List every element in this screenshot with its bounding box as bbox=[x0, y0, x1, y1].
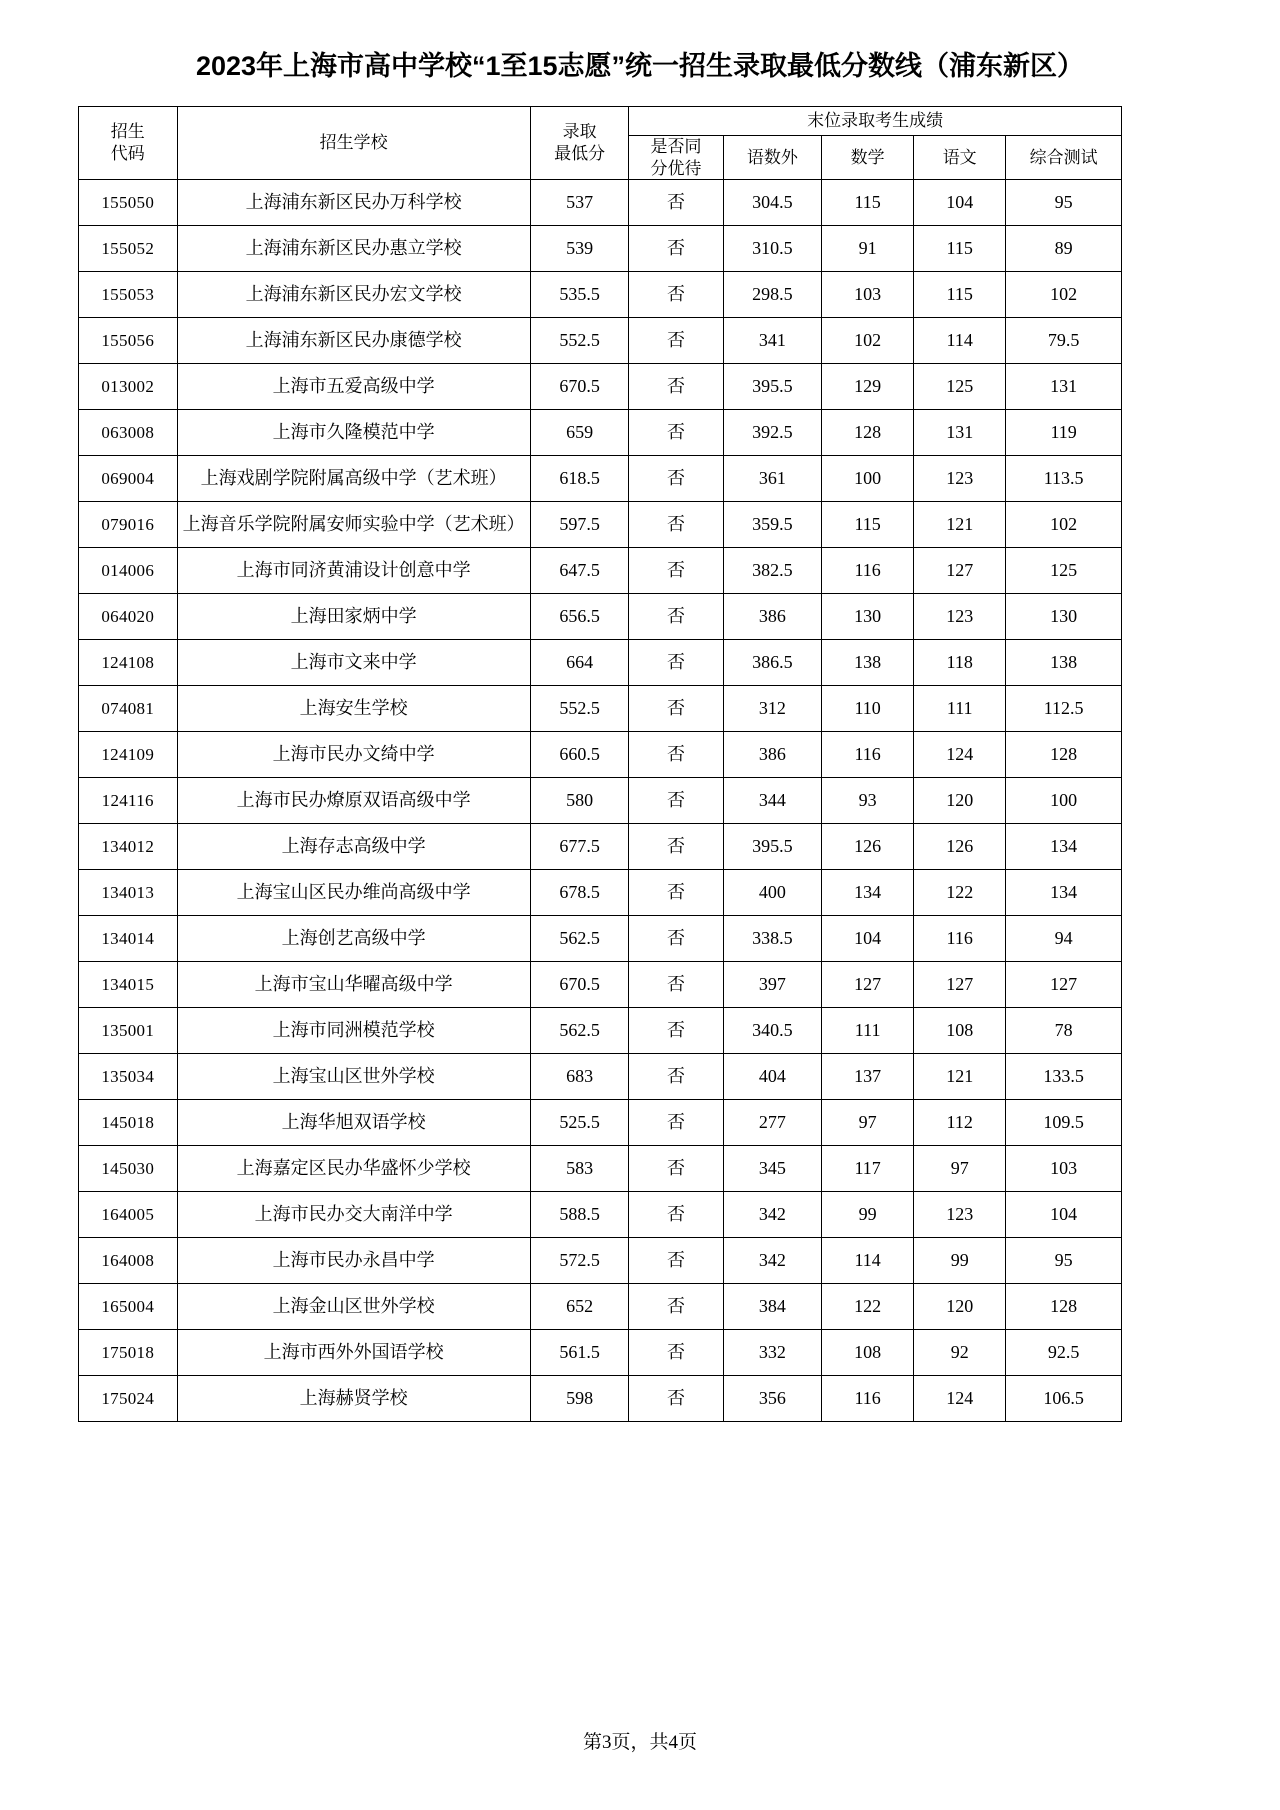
cell-tie-preference: 否 bbox=[629, 548, 723, 594]
table-row bbox=[79, 410, 1122, 456]
cell-ysw-score: 395.5 bbox=[723, 824, 822, 870]
cell-admission-code: 145030 bbox=[79, 1146, 178, 1192]
cell-ysw-score: 340.5 bbox=[723, 1008, 822, 1054]
cell-comprehensive-score: 94 bbox=[1006, 916, 1122, 962]
cell-chinese-score: 123 bbox=[914, 1192, 1006, 1238]
cell-math-score: 128 bbox=[822, 410, 914, 456]
cell-school-name: 上海浦东新区民办惠立学校 bbox=[177, 226, 530, 272]
cell-tie-preference: 否 bbox=[629, 824, 723, 870]
cell-min-score: 677.5 bbox=[530, 824, 629, 870]
cell-school-name: 上海市五爱高级中学 bbox=[177, 364, 530, 410]
cell-comprehensive-score: 131 bbox=[1006, 364, 1122, 410]
header-row-top bbox=[79, 106, 1122, 135]
cell-school-name: 上海宝山区世外学校 bbox=[177, 1054, 530, 1100]
cell-min-score: 618.5 bbox=[530, 456, 629, 502]
cell-comprehensive-score: 127 bbox=[1006, 962, 1122, 1008]
cell-min-score: 659 bbox=[530, 410, 629, 456]
cell-admission-code: 175018 bbox=[79, 1330, 178, 1376]
cell-ysw-score: 304.5 bbox=[723, 180, 822, 226]
cell-ysw-score: 342 bbox=[723, 1192, 822, 1238]
header-tie-line2: 分优待 bbox=[650, 158, 702, 178]
cell-min-score: 561.5 bbox=[530, 1330, 629, 1376]
table-row bbox=[79, 318, 1122, 364]
cell-comprehensive-score: 106.5 bbox=[1006, 1376, 1122, 1422]
cell-ysw-score: 298.5 bbox=[723, 272, 822, 318]
cell-comprehensive-score: 79.5 bbox=[1006, 318, 1122, 364]
cell-tie-preference: 否 bbox=[629, 1008, 723, 1054]
cell-comprehensive-score: 100 bbox=[1006, 778, 1122, 824]
cell-ysw-score: 312 bbox=[723, 686, 822, 732]
table-row bbox=[79, 1376, 1122, 1422]
table-row bbox=[79, 180, 1122, 226]
table-row bbox=[79, 226, 1122, 272]
cell-math-score: 138 bbox=[822, 640, 914, 686]
table-row bbox=[79, 1238, 1122, 1284]
cell-min-score: 583 bbox=[530, 1146, 629, 1192]
table-row bbox=[79, 594, 1122, 640]
cell-school-name: 上海市文来中学 bbox=[177, 640, 530, 686]
cell-comprehensive-score: 112.5 bbox=[1006, 686, 1122, 732]
cell-min-score: 647.5 bbox=[530, 548, 629, 594]
cell-admission-code: 155052 bbox=[79, 226, 178, 272]
cell-school-name: 上海市久隆模范中学 bbox=[177, 410, 530, 456]
admission-score-table bbox=[78, 106, 1122, 1423]
cell-math-score: 104 bbox=[822, 916, 914, 962]
cell-min-score: 598 bbox=[530, 1376, 629, 1422]
cell-tie-preference: 否 bbox=[629, 1238, 723, 1284]
cell-tie-preference: 否 bbox=[629, 1192, 723, 1238]
cell-tie-preference: 否 bbox=[629, 916, 723, 962]
cell-comprehensive-score: 103 bbox=[1006, 1146, 1122, 1192]
cell-min-score: 539 bbox=[530, 226, 629, 272]
cell-admission-code: 165004 bbox=[79, 1284, 178, 1330]
cell-math-score: 122 bbox=[822, 1284, 914, 1330]
cell-school-name: 上海浦东新区民办宏文学校 bbox=[177, 272, 530, 318]
cell-tie-preference: 否 bbox=[629, 1284, 723, 1330]
header-code-line1: 招生 bbox=[110, 122, 145, 142]
cell-school-name: 上海宝山区民办维尚高级中学 bbox=[177, 870, 530, 916]
cell-comprehensive-score: 128 bbox=[1006, 732, 1122, 778]
cell-admission-code: 064020 bbox=[79, 594, 178, 640]
cell-school-name: 上海安生学校 bbox=[177, 686, 530, 732]
cell-min-score: 670.5 bbox=[530, 962, 629, 1008]
cell-comprehensive-score: 92.5 bbox=[1006, 1330, 1122, 1376]
cell-math-score: 114 bbox=[822, 1238, 914, 1284]
cell-min-score: 664 bbox=[530, 640, 629, 686]
cell-math-score: 127 bbox=[822, 962, 914, 1008]
cell-comprehensive-score: 78 bbox=[1006, 1008, 1122, 1054]
cell-admission-code: 124109 bbox=[79, 732, 178, 778]
table-row bbox=[79, 502, 1122, 548]
cell-school-name: 上海市民办永昌中学 bbox=[177, 1238, 530, 1284]
table-row bbox=[79, 916, 1122, 962]
header-minscore-line1: 录取 bbox=[562, 122, 597, 142]
cell-math-score: 116 bbox=[822, 732, 914, 778]
cell-ysw-score: 392.5 bbox=[723, 410, 822, 456]
cell-math-score: 99 bbox=[822, 1192, 914, 1238]
table-row bbox=[79, 1330, 1122, 1376]
cell-min-score: 670.5 bbox=[530, 364, 629, 410]
cell-comprehensive-score: 102 bbox=[1006, 272, 1122, 318]
cell-min-score: 660.5 bbox=[530, 732, 629, 778]
header-tie-line1: 是否同 bbox=[650, 136, 702, 156]
header-code-line2: 代码 bbox=[110, 144, 145, 163]
cell-ysw-score: 400 bbox=[723, 870, 822, 916]
column-header-math: 数学 bbox=[822, 135, 914, 180]
cell-math-score: 93 bbox=[822, 778, 914, 824]
cell-chinese-score: 121 bbox=[914, 1054, 1006, 1100]
cell-math-score: 130 bbox=[822, 594, 914, 640]
cell-chinese-score: 120 bbox=[914, 1284, 1006, 1330]
cell-admission-code: 079016 bbox=[79, 502, 178, 548]
cell-math-score: 116 bbox=[822, 1376, 914, 1422]
cell-admission-code: 063008 bbox=[79, 410, 178, 456]
cell-min-score: 683 bbox=[530, 1054, 629, 1100]
cell-tie-preference: 否 bbox=[629, 272, 723, 318]
cell-tie-preference: 否 bbox=[629, 870, 723, 916]
cell-school-name: 上海市同洲模范学校 bbox=[177, 1008, 530, 1054]
cell-tie-preference: 否 bbox=[629, 732, 723, 778]
table-row bbox=[79, 456, 1122, 502]
cell-comprehensive-score: 119 bbox=[1006, 410, 1122, 456]
cell-tie-preference: 否 bbox=[629, 502, 723, 548]
cell-ysw-score: 342 bbox=[723, 1238, 822, 1284]
cell-math-score: 126 bbox=[822, 824, 914, 870]
cell-school-name: 上海市宝山华曜高级中学 bbox=[177, 962, 530, 1008]
table-body bbox=[79, 180, 1122, 1422]
cell-math-score: 115 bbox=[822, 502, 914, 548]
cell-chinese-score: 115 bbox=[914, 226, 1006, 272]
cell-tie-preference: 否 bbox=[629, 1146, 723, 1192]
cell-comprehensive-score: 89 bbox=[1006, 226, 1122, 272]
table-row bbox=[79, 1054, 1122, 1100]
cell-ysw-score: 341 bbox=[723, 318, 822, 364]
cell-ysw-score: 386 bbox=[723, 594, 822, 640]
cell-school-name: 上海市民办交大南洋中学 bbox=[177, 1192, 530, 1238]
cell-chinese-score: 99 bbox=[914, 1238, 1006, 1284]
cell-min-score: 562.5 bbox=[530, 1008, 629, 1054]
cell-school-name: 上海浦东新区民办康德学校 bbox=[177, 318, 530, 364]
cell-min-score: 652 bbox=[530, 1284, 629, 1330]
cell-ysw-score: 384 bbox=[723, 1284, 822, 1330]
cell-admission-code: 155053 bbox=[79, 272, 178, 318]
cell-admission-code: 134013 bbox=[79, 870, 178, 916]
cell-min-score: 525.5 bbox=[530, 1100, 629, 1146]
column-header-school: 招生学校 bbox=[177, 106, 530, 180]
cell-school-name: 上海创艺高级中学 bbox=[177, 916, 530, 962]
table-row bbox=[79, 1284, 1122, 1330]
table-head bbox=[79, 106, 1122, 180]
table-row bbox=[79, 1100, 1122, 1146]
cell-chinese-score: 92 bbox=[914, 1330, 1006, 1376]
cell-chinese-score: 115 bbox=[914, 272, 1006, 318]
cell-math-score: 134 bbox=[822, 870, 914, 916]
table-row bbox=[79, 640, 1122, 686]
cell-tie-preference: 否 bbox=[629, 410, 723, 456]
cell-school-name: 上海戏剧学院附属高级中学（艺术班） bbox=[177, 456, 530, 502]
cell-tie-preference: 否 bbox=[629, 318, 723, 364]
cell-min-score: 597.5 bbox=[530, 502, 629, 548]
cell-comprehensive-score: 133.5 bbox=[1006, 1054, 1122, 1100]
cell-tie-preference: 否 bbox=[629, 686, 723, 732]
cell-min-score: 572.5 bbox=[530, 1238, 629, 1284]
cell-chinese-score: 104 bbox=[914, 180, 1006, 226]
table-row bbox=[79, 364, 1122, 410]
table-row bbox=[79, 272, 1122, 318]
cell-ysw-score: 395.5 bbox=[723, 364, 822, 410]
cell-tie-preference: 否 bbox=[629, 594, 723, 640]
cell-school-name: 上海市民办燎原双语高级中学 bbox=[177, 778, 530, 824]
cell-chinese-score: 97 bbox=[914, 1146, 1006, 1192]
cell-school-name: 上海存志高级中学 bbox=[177, 824, 530, 870]
cell-ysw-score: 344 bbox=[723, 778, 822, 824]
cell-math-score: 110 bbox=[822, 686, 914, 732]
cell-admission-code: 013002 bbox=[79, 364, 178, 410]
table-row bbox=[79, 732, 1122, 778]
cell-ysw-score: 356 bbox=[723, 1376, 822, 1422]
cell-chinese-score: 111 bbox=[914, 686, 1006, 732]
cell-admission-code: 014006 bbox=[79, 548, 178, 594]
cell-tie-preference: 否 bbox=[629, 1100, 723, 1146]
cell-chinese-score: 126 bbox=[914, 824, 1006, 870]
cell-admission-code: 134012 bbox=[79, 824, 178, 870]
cell-admission-code: 124116 bbox=[79, 778, 178, 824]
cell-tie-preference: 否 bbox=[629, 364, 723, 410]
column-header-chinese: 语文 bbox=[914, 135, 1006, 180]
cell-school-name: 上海华旭双语学校 bbox=[177, 1100, 530, 1146]
cell-admission-code: 155050 bbox=[79, 180, 178, 226]
cell-min-score: 552.5 bbox=[530, 686, 629, 732]
cell-ysw-score: 404 bbox=[723, 1054, 822, 1100]
cell-comprehensive-score: 104 bbox=[1006, 1192, 1122, 1238]
cell-admission-code: 145018 bbox=[79, 1100, 178, 1146]
cell-chinese-score: 114 bbox=[914, 318, 1006, 364]
table-row bbox=[79, 548, 1122, 594]
cell-chinese-score: 116 bbox=[914, 916, 1006, 962]
cell-tie-preference: 否 bbox=[629, 456, 723, 502]
cell-comprehensive-score: 95 bbox=[1006, 1238, 1122, 1284]
cell-admission-code: 155056 bbox=[79, 318, 178, 364]
cell-tie-preference: 否 bbox=[629, 962, 723, 1008]
cell-chinese-score: 122 bbox=[914, 870, 1006, 916]
cell-math-score: 100 bbox=[822, 456, 914, 502]
cell-comprehensive-score: 134 bbox=[1006, 824, 1122, 870]
cell-chinese-score: 121 bbox=[914, 502, 1006, 548]
cell-math-score: 115 bbox=[822, 180, 914, 226]
cell-min-score: 535.5 bbox=[530, 272, 629, 318]
column-header-tie-preference bbox=[629, 135, 723, 180]
cell-chinese-score: 123 bbox=[914, 456, 1006, 502]
table-container bbox=[0, 106, 1280, 1423]
table-row bbox=[79, 824, 1122, 870]
table-row bbox=[79, 1192, 1122, 1238]
cell-school-name: 上海赫贤学校 bbox=[177, 1376, 530, 1422]
cell-math-score: 97 bbox=[822, 1100, 914, 1146]
column-header-group-last-admitted: 末位录取考生成绩 bbox=[629, 106, 1122, 135]
column-header-min-score bbox=[530, 106, 629, 180]
cell-math-score: 137 bbox=[822, 1054, 914, 1100]
table-row bbox=[79, 870, 1122, 916]
cell-math-score: 129 bbox=[822, 364, 914, 410]
table-row bbox=[79, 686, 1122, 732]
cell-admission-code: 135001 bbox=[79, 1008, 178, 1054]
cell-ysw-score: 359.5 bbox=[723, 502, 822, 548]
cell-admission-code: 124108 bbox=[79, 640, 178, 686]
cell-ysw-score: 332 bbox=[723, 1330, 822, 1376]
cell-comprehensive-score: 128 bbox=[1006, 1284, 1122, 1330]
cell-school-name: 上海音乐学院附属安师实验中学（艺术班） bbox=[177, 502, 530, 548]
column-header-admission-code bbox=[79, 106, 178, 180]
cell-comprehensive-score: 102 bbox=[1006, 502, 1122, 548]
cell-school-name: 上海市西外外国语学校 bbox=[177, 1330, 530, 1376]
cell-school-name: 上海嘉定区民办华盛怀少学校 bbox=[177, 1146, 530, 1192]
cell-math-score: 102 bbox=[822, 318, 914, 364]
cell-tie-preference: 否 bbox=[629, 778, 723, 824]
cell-math-score: 91 bbox=[822, 226, 914, 272]
cell-admission-code: 134015 bbox=[79, 962, 178, 1008]
cell-ysw-score: 386 bbox=[723, 732, 822, 778]
cell-min-score: 537 bbox=[530, 180, 629, 226]
cell-comprehensive-score: 113.5 bbox=[1006, 456, 1122, 502]
cell-ysw-score: 386.5 bbox=[723, 640, 822, 686]
cell-ysw-score: 345 bbox=[723, 1146, 822, 1192]
cell-min-score: 580 bbox=[530, 778, 629, 824]
cell-ysw-score: 397 bbox=[723, 962, 822, 1008]
cell-math-score: 117 bbox=[822, 1146, 914, 1192]
cell-math-score: 116 bbox=[822, 548, 914, 594]
cell-comprehensive-score: 125 bbox=[1006, 548, 1122, 594]
cell-math-score: 108 bbox=[822, 1330, 914, 1376]
cell-tie-preference: 否 bbox=[629, 180, 723, 226]
page-footer: 第3页，共4页 bbox=[582, 1732, 697, 1753]
cell-min-score: 562.5 bbox=[530, 916, 629, 962]
cell-chinese-score: 123 bbox=[914, 594, 1006, 640]
cell-comprehensive-score: 138 bbox=[1006, 640, 1122, 686]
cell-admission-code: 164008 bbox=[79, 1238, 178, 1284]
cell-comprehensive-score: 134 bbox=[1006, 870, 1122, 916]
cell-ysw-score: 310.5 bbox=[723, 226, 822, 272]
cell-chinese-score: 131 bbox=[914, 410, 1006, 456]
cell-chinese-score: 124 bbox=[914, 732, 1006, 778]
cell-min-score: 656.5 bbox=[530, 594, 629, 640]
cell-chinese-score: 125 bbox=[914, 364, 1006, 410]
cell-ysw-score: 382.5 bbox=[723, 548, 822, 594]
cell-admission-code: 134014 bbox=[79, 916, 178, 962]
cell-chinese-score: 118 bbox=[914, 640, 1006, 686]
cell-tie-preference: 否 bbox=[629, 640, 723, 686]
cell-math-score: 111 bbox=[822, 1008, 914, 1054]
cell-admission-code: 175024 bbox=[79, 1376, 178, 1422]
cell-admission-code: 164005 bbox=[79, 1192, 178, 1238]
column-header-ysw: 语数外 bbox=[723, 135, 822, 180]
cell-admission-code: 074081 bbox=[79, 686, 178, 732]
header-minscore-line2: 最低分 bbox=[554, 144, 606, 163]
cell-ysw-score: 277 bbox=[723, 1100, 822, 1146]
cell-admission-code: 135034 bbox=[79, 1054, 178, 1100]
cell-comprehensive-score: 130 bbox=[1006, 594, 1122, 640]
cell-min-score: 588.5 bbox=[530, 1192, 629, 1238]
cell-chinese-score: 124 bbox=[914, 1376, 1006, 1422]
cell-school-name: 上海田家炳中学 bbox=[177, 594, 530, 640]
cell-comprehensive-score: 95 bbox=[1006, 180, 1122, 226]
cell-tie-preference: 否 bbox=[629, 1054, 723, 1100]
table-row bbox=[79, 1008, 1122, 1054]
cell-min-score: 552.5 bbox=[530, 318, 629, 364]
cell-comprehensive-score: 109.5 bbox=[1006, 1100, 1122, 1146]
cell-school-name: 上海浦东新区民办万科学校 bbox=[177, 180, 530, 226]
cell-chinese-score: 108 bbox=[914, 1008, 1006, 1054]
cell-chinese-score: 112 bbox=[914, 1100, 1006, 1146]
table-row bbox=[79, 962, 1122, 1008]
column-header-comprehensive: 综合测试 bbox=[1006, 135, 1122, 180]
cell-chinese-score: 120 bbox=[914, 778, 1006, 824]
cell-admission-code: 069004 bbox=[79, 456, 178, 502]
table-row bbox=[79, 1146, 1122, 1192]
cell-tie-preference: 否 bbox=[629, 226, 723, 272]
table-row bbox=[79, 778, 1122, 824]
cell-tie-preference: 否 bbox=[629, 1376, 723, 1422]
cell-chinese-score: 127 bbox=[914, 962, 1006, 1008]
cell-ysw-score: 361 bbox=[723, 456, 822, 502]
cell-school-name: 上海金山区世外学校 bbox=[177, 1284, 530, 1330]
cell-school-name: 上海市民办文绮中学 bbox=[177, 732, 530, 778]
cell-min-score: 678.5 bbox=[530, 870, 629, 916]
cell-chinese-score: 127 bbox=[914, 548, 1006, 594]
page-title: 2023年上海市高中学校“1至15志愿”统一招生录取最低分数线（浦东新区） bbox=[195, 51, 1085, 81]
cell-tie-preference: 否 bbox=[629, 1330, 723, 1376]
cell-math-score: 103 bbox=[822, 272, 914, 318]
cell-school-name: 上海市同济黄浦设计创意中学 bbox=[177, 548, 530, 594]
cell-ysw-score: 338.5 bbox=[723, 916, 822, 962]
